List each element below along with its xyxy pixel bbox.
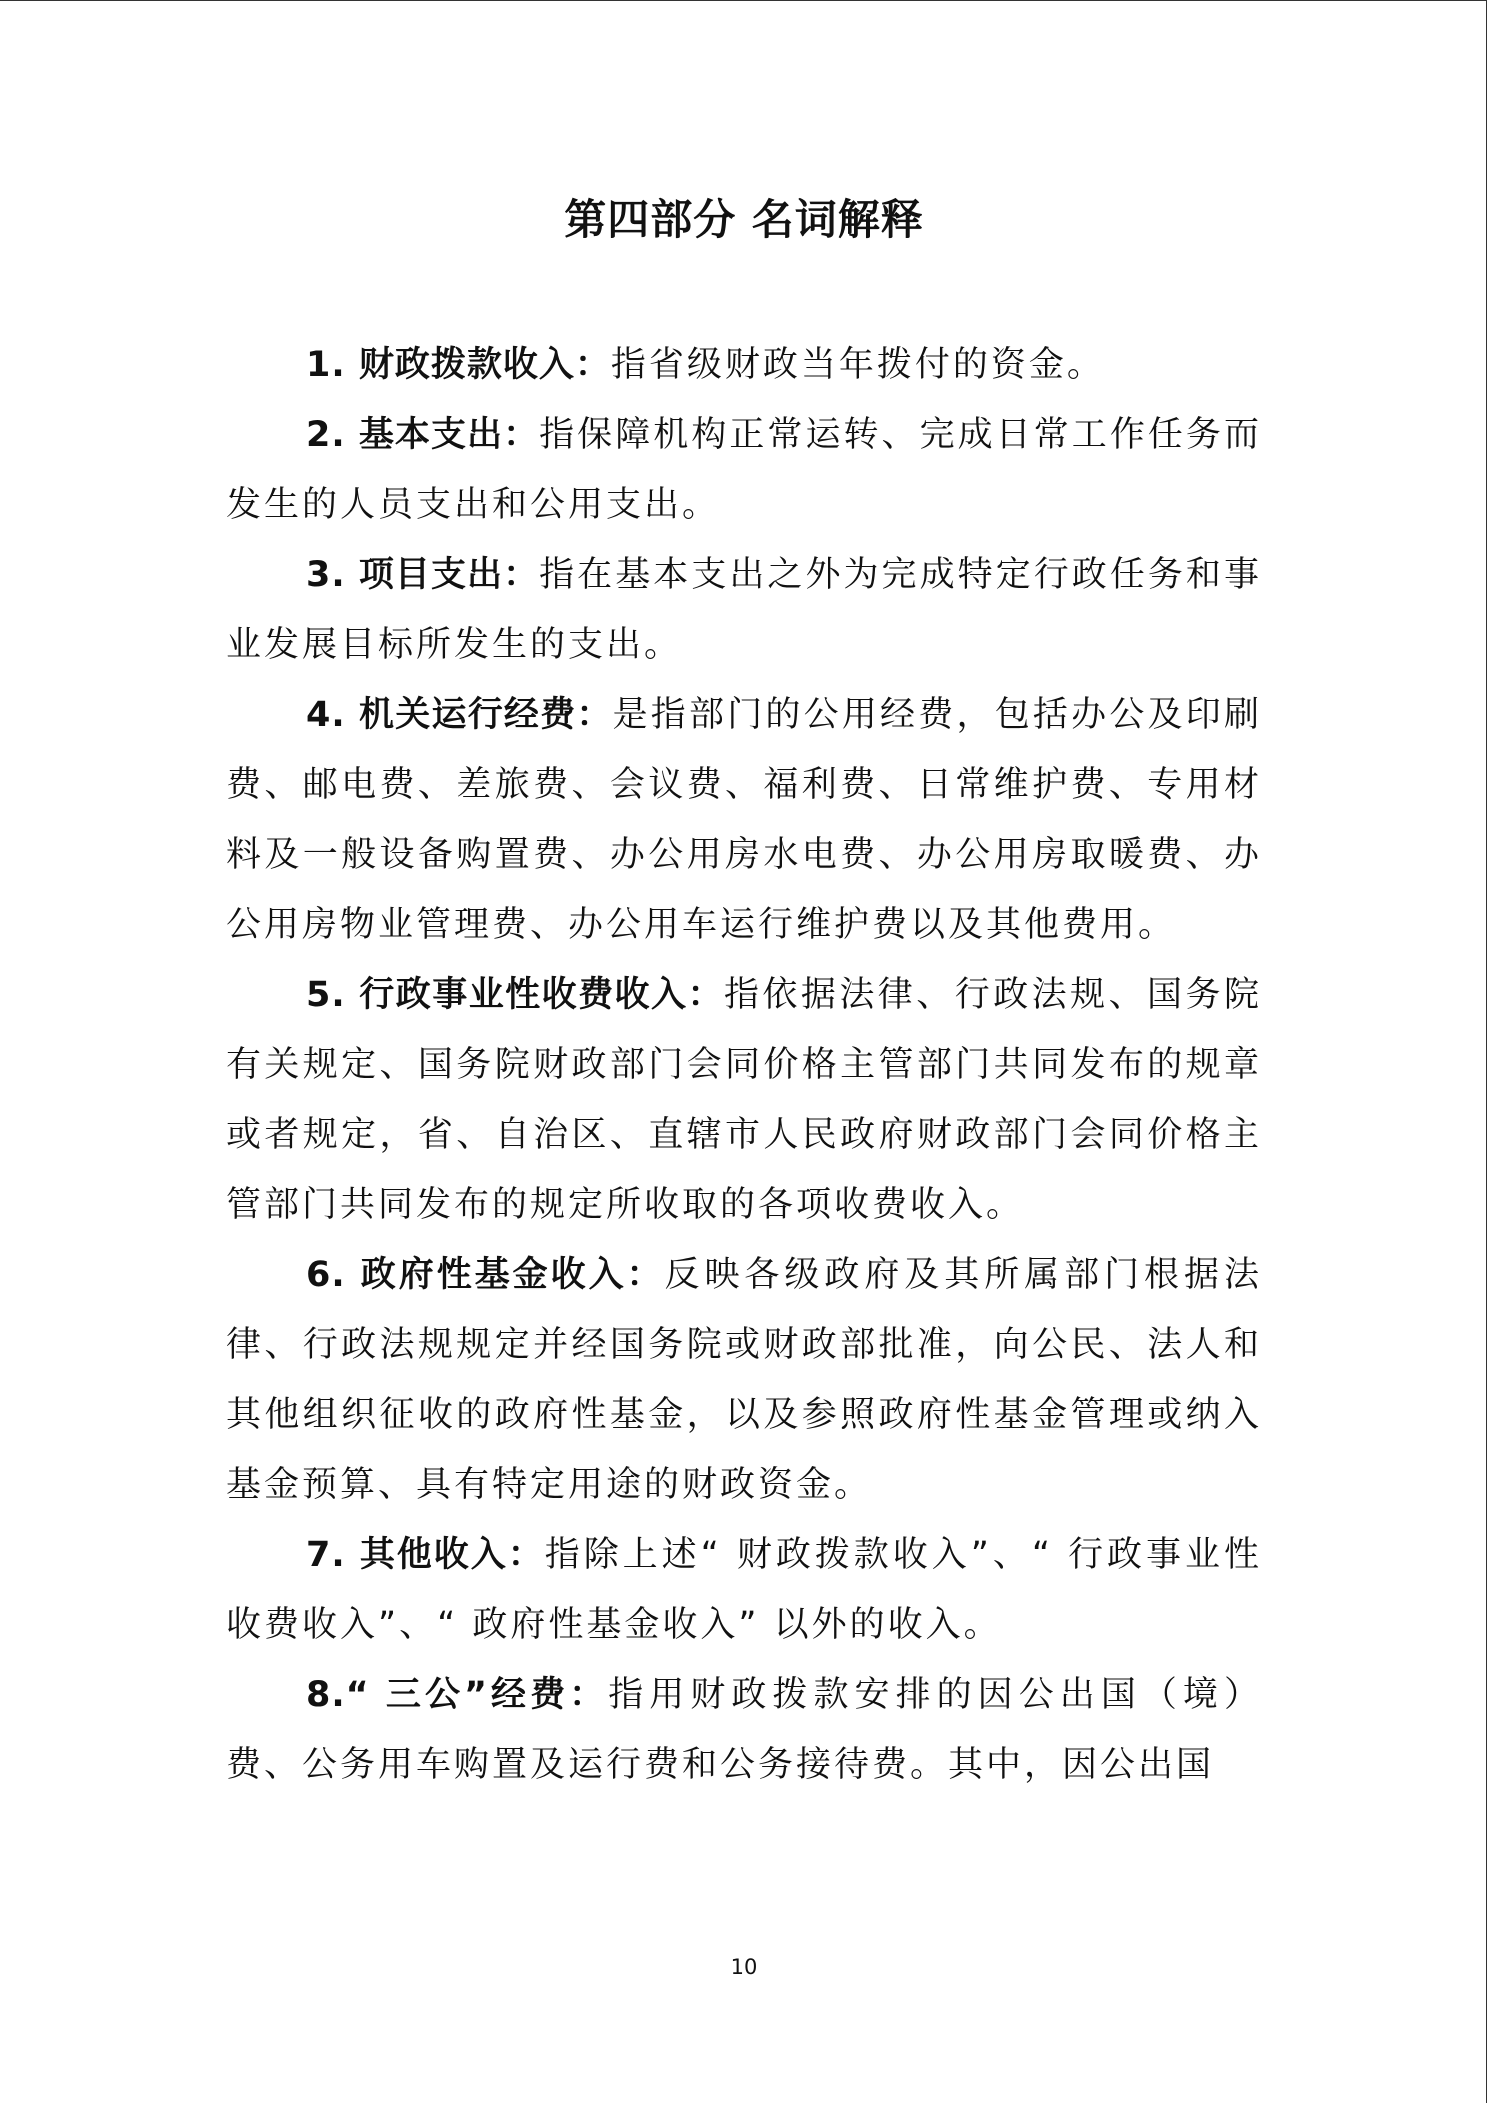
definition-item xyxy=(226,1660,1262,1800)
definition-term: 5. 行政事业性收费收入： xyxy=(306,975,724,1015)
definition-text: 指除上述“ 财政拨款收入”、“ 行政事业性收费收入”、“ 政府性基金收入” 以外的收入。 xyxy=(226,1535,1262,1645)
definition-item xyxy=(226,400,1262,540)
definition-item xyxy=(226,540,1262,680)
definition-text: 是指部门的公用经费，包括办公及印刷费、邮电费、差旅费、会议费、福利费、日常维护费、专用材料及一般设备购置费、办公用房水电费、办公用房取暖费、办公用房物业管理费、办公用车运行维护费以及其他费用。 xyxy=(226,695,1262,945)
definition-term: 1. 财政拨款收入： xyxy=(306,345,611,385)
definition-term: 4. 机关运行经费： xyxy=(306,695,613,735)
definition-item xyxy=(226,680,1262,960)
definition-item xyxy=(226,1520,1262,1660)
page-number: 10 xyxy=(730,1955,758,1979)
definition-term: 8.“ 三公”经费： xyxy=(306,1675,609,1715)
definition-item xyxy=(226,330,1262,400)
definition-term: 6. 政府性基金收入： xyxy=(306,1255,665,1295)
definition-text: 指在基本支出之外为完成特定行政任务和事业发展目标所发生的支出。 xyxy=(226,555,1262,665)
definition-item xyxy=(226,960,1262,1240)
definition-item xyxy=(226,1240,1262,1520)
definition-text: 指依据法律、行政法规、国务院有关规定、国务院财政部门会同价格主管部门共同发布的规章或者规定，省、自治区、直辖市人民政府财政部门会同价格主管部门共同发布的规定所收取的各项收费收入。 xyxy=(226,975,1262,1225)
definition-term: 7. 其他收入： xyxy=(306,1535,545,1575)
definition-text: 指用财政拨款安排的因公出国（境）费、公务用车购置及运行费和公务接待费。其中，因公出国 xyxy=(226,1675,1262,1785)
definition-text: 反映各级政府及其所属部门根据法律、行政法规规定并经国务院或财政部批准，向公民、法人和其他组织征收的政府性基金，以及参照政府性基金管理或纳入基金预算、具有特定用途的财政资金。 xyxy=(226,1255,1262,1505)
page-title: 第四部分 名词解释 xyxy=(564,195,924,244)
definition-term: 2. 基本支出： xyxy=(306,415,540,455)
definition-text: 指省级财政当年拨付的资金。 xyxy=(610,345,1105,385)
definitions-list xyxy=(226,330,1262,1800)
definition-text: 指保障机构正常运转、完成日常工作任务而发生的人员支出和公用支出。 xyxy=(226,415,1262,525)
definition-term: 3. 项目支出： xyxy=(306,555,540,595)
